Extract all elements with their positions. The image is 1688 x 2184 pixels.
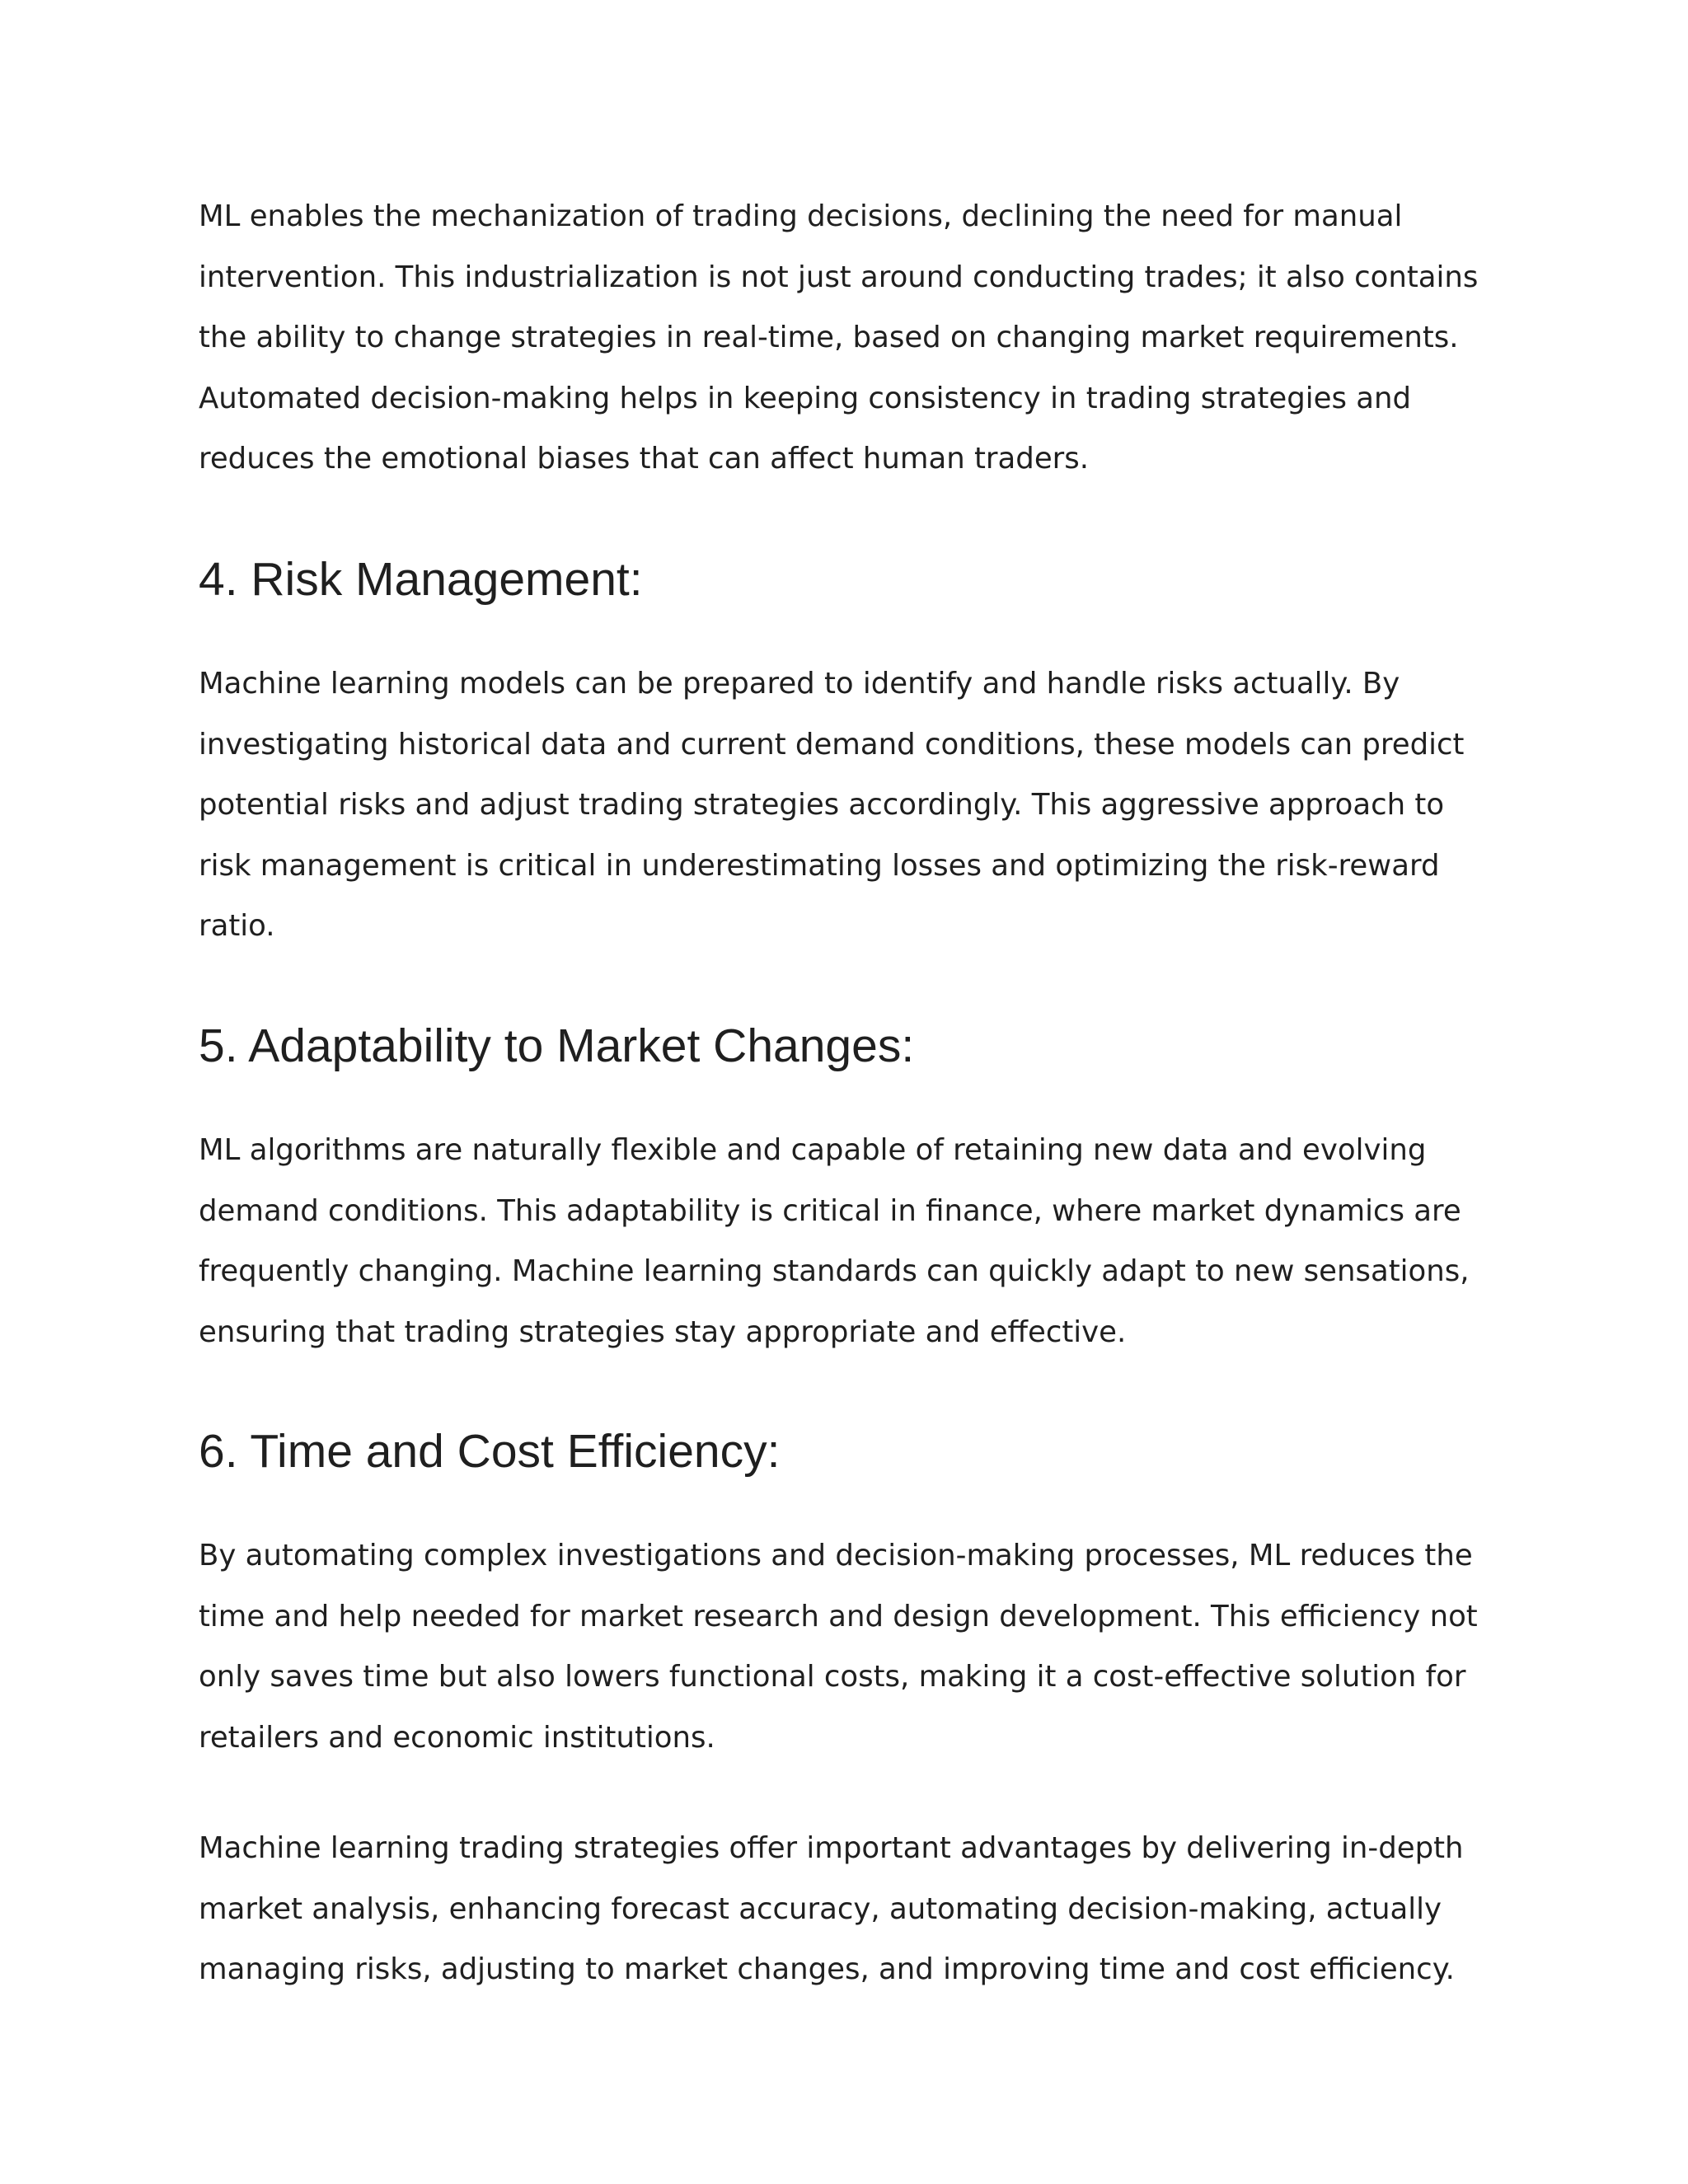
text-line: only saves time but also lowers functional costs, making it a cost-effective solution for (199, 1660, 1466, 1694)
text-line: risk management is critical in underestimating losses and optimizing the risk-reward (199, 848, 1440, 883)
text-line: By automating complex investigations and decision-making processes, ML reduces the (199, 1539, 1473, 1572)
text-line: frequently changing. Machine learning standards can quickly adapt to new sensations, (199, 1254, 1470, 1288)
text-line: the ability to change strategies in real-time, based on changing market requirements. (199, 321, 1459, 354)
text-line: time and help needed for market research and design development. This efficiency not (199, 1599, 1478, 1633)
text-line: retailers and economic institutions. (199, 1720, 715, 1755)
text-line: Machine learning trading strategies offer important advantages by delivering in-depth (199, 1831, 1464, 1865)
section-heading-adaptability: 5. Adaptability to Market Changes: (199, 1019, 915, 1072)
text-line: investigating historical data and current demand conditions, these models can predict (199, 727, 1465, 762)
text-line: intervention. This industrialization is not just around conducting trades; it also contains (199, 260, 1479, 294)
section-heading-risk-management: 4. Risk Management: (199, 553, 643, 606)
text-line: Machine learning models can be prepared to identify and handle risks actually. By (199, 667, 1400, 701)
intro-paragraph (199, 186, 1478, 490)
text-line: Automated decision-making helps in keeping consistency in trading strategies and (199, 381, 1412, 415)
text-line: ML algorithms are naturally flexible and capable of retaining new data and evolving (199, 1133, 1427, 1167)
text-line: potential risks and adjust trading strategies accordingly. This aggressive approach to (199, 788, 1445, 822)
text-line: demand conditions. This adaptability is critical in finance, where market dynamics are (199, 1193, 1461, 1228)
text-line: reduces the emotional biases that can affect human traders. (199, 442, 1090, 476)
section-paragraph-risk-management (199, 654, 1464, 957)
conclusion-paragraph (199, 1818, 1464, 2000)
text-line: ML enables the mechanization of trading decisions, declining the need for manual (199, 199, 1403, 233)
text-line: managing risks, adjusting to market changes, and improving time and cost efficiency. (199, 1952, 1455, 1986)
section-paragraph-adaptability (199, 1120, 1470, 1362)
text-line: ensuring that trading strategies stay appropriate and effective. (199, 1315, 1127, 1349)
section-heading-time-cost-efficiency: 6. Time and Cost Efficiency: (199, 1425, 781, 1478)
text-line: ratio. (199, 909, 275, 943)
text-line: market analysis, enhancing forecast accuracy, automating decision-making, actually (199, 1891, 1442, 1926)
section-paragraph-time-cost-efficiency (199, 1526, 1478, 1768)
